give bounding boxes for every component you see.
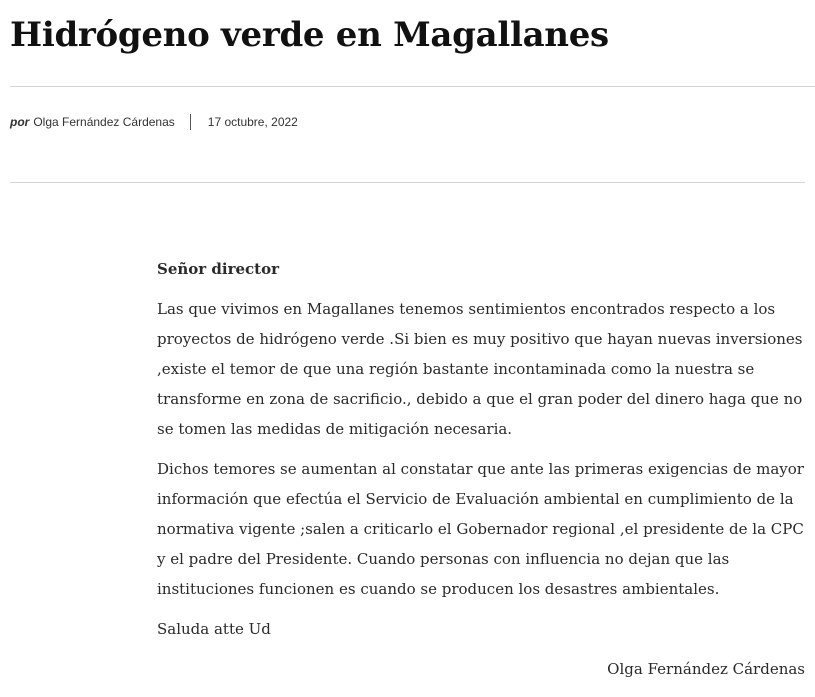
publish-date: 17 octubre, 2022 — [207, 115, 298, 129]
byline-prefix: por — [10, 115, 30, 129]
byline — [10, 113, 298, 131]
letter-salutation: Señor director — [157, 260, 280, 278]
letter-paragraph-2: Dichos temores se aumentan al constatar que ante las primeras exigencias de mayor información que efectúa el Servicio de Evaluación ambiental en cumplimiento de la normativa vigente ;salen a criticarlo el Gobernador regional ,el presidente de la CPC y el padre del Presidente. Cuando personas con influencia no dejan que las instituciones funcionen es cuando se producen los desastres ambientales. — [157, 460, 804, 598]
letter-signature: Olga Fernández Cárdenas — [607, 660, 805, 678]
letter-paragraph-1: Las que vivimos en Magallanes tenemos sentimientos encontrados respecto a los proyectos de hidrógeno verde .Si bien es muy positivo que hayan nuevas inversiones ,existe el temor de que una región bastante incontaminada como la nuestra se transforme en zona de sacrificio., debido a que el gran poder del dinero haga que no se tomen las medidas de mitigación necesaria. — [157, 300, 803, 438]
byline-separator — [190, 114, 191, 130]
letter-closing: Saluda atte Ud — [157, 620, 271, 638]
letter-body — [157, 254, 805, 684]
byline-divider — [10, 182, 805, 183]
article-title: Hidrógeno verde en Magallanes — [10, 15, 609, 55]
title-divider — [10, 86, 815, 87]
author-link[interactable]: Olga Fernández Cárdenas — [33, 115, 175, 129]
